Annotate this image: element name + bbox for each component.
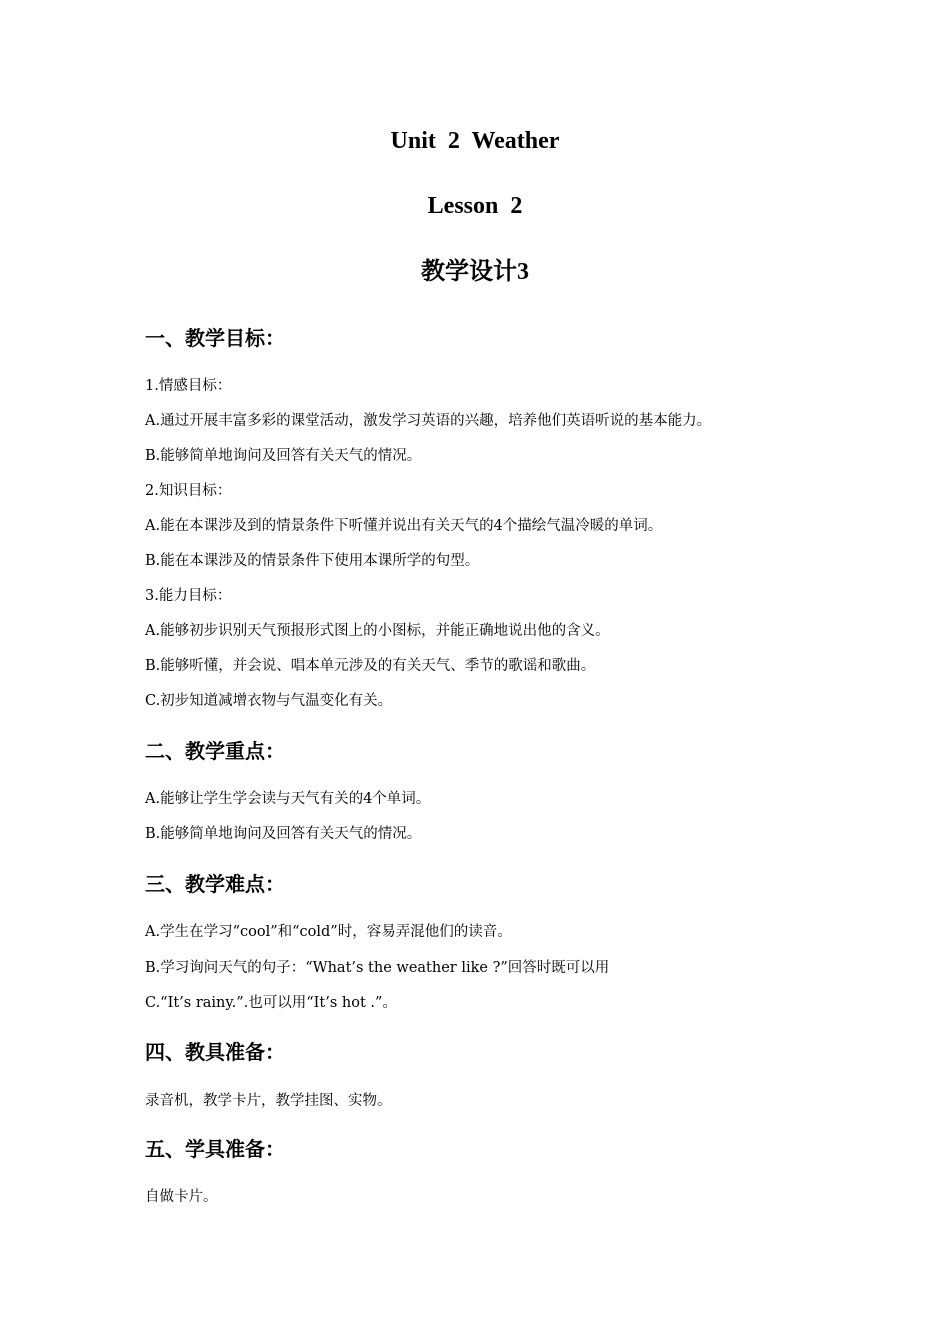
student-aids-line: 自做卡片。	[145, 1189, 218, 1205]
section-heading-objectives: 一、教学目标：	[145, 326, 285, 350]
key-points-line: A.能够让学生学会读与天气有关的4个单词。	[145, 791, 431, 807]
document-subtitle: 教学设计3	[421, 259, 529, 285]
section-heading-difficulties: 三、教学难点：	[145, 872, 285, 896]
objectives-line: C.初步知道减增衣物与气温变化有关。	[145, 693, 393, 709]
objectives-line: 3.能力目标：	[145, 588, 232, 604]
objectives-line: A.能够初步识别天气预报形式图上的小图标，并能正确地说出他的含义。	[145, 623, 610, 639]
unit-title: Unit 2 Weather	[390, 128, 560, 154]
lesson-title: Lesson 2	[427, 193, 523, 219]
difficulties-line: A.学生在学习“cool”和“cold”时，容易弄混他们的读音。	[145, 924, 512, 940]
teaching-aids-line: 录音机，教学卡片，教学挂图、实物。	[145, 1093, 392, 1109]
section-heading-teaching-aids: 四、教具准备：	[145, 1040, 285, 1064]
objectives-line: B.能在本课涉及的情景条件下使用本课所学的句型。	[145, 553, 480, 569]
objectives-line: B.能够简单地询问及回答有关天气的情况。	[145, 448, 422, 464]
objectives-line: 1.情感目标：	[145, 378, 232, 394]
objectives-line: B.能够听懂，并会说、唱本单元涉及的有关天气、季节的歌谣和歌曲。	[145, 658, 596, 674]
objectives-line: A.通过开展丰富多彩的课堂活动，激发学习英语的兴趣，培养他们英语听说的基本能力。	[145, 413, 712, 429]
section-heading-key-points: 二、教学重点：	[145, 739, 285, 763]
difficulties-line: C.“It’s rainy.”.也可以用“It’s hot .”。	[145, 995, 397, 1011]
key-points-line: B.能够简单地询问及回答有关天气的情况。	[145, 826, 422, 842]
difficulties-line: B.学习询问天气的句子：“What’s the weather like ?”回答时既可以用	[145, 960, 610, 976]
objectives-line: A.能在本课涉及到的情景条件下听懂并说出有关天气的4个描绘气温冷暖的单词。	[145, 518, 663, 534]
section-heading-student-aids: 五、学具准备：	[145, 1137, 285, 1161]
objectives-line: 2.知识目标：	[145, 483, 232, 499]
